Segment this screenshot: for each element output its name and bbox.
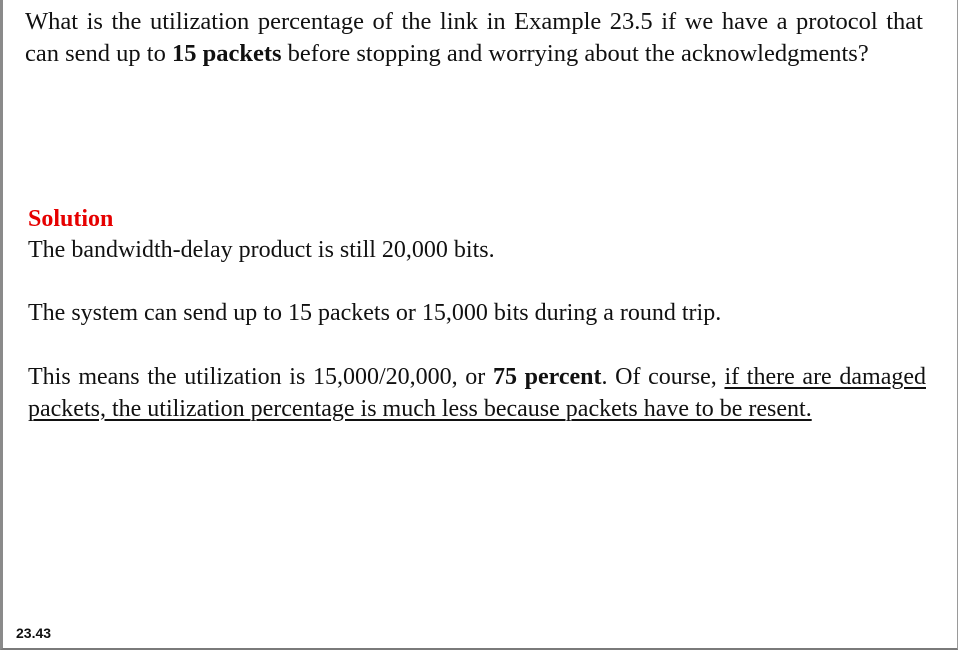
solution-paragraph-1: The bandwidth-delay product is still 20,000 bits. xyxy=(28,237,495,263)
paragraph-3-bold: 75 percent xyxy=(492,364,602,390)
solution-paragraph-2: The system can send up to 15 packets or 15,000 bits during a round trip. xyxy=(28,300,722,326)
question-bold: 15 packets xyxy=(171,39,282,67)
paragraph-3-underlined: if there are damaged packets, the utilization percentage is much less because packets have to be resent. xyxy=(28,364,926,422)
question-text xyxy=(25,6,923,69)
slide-number: 23.43 xyxy=(16,625,52,641)
paragraph-3-part2: . Of course, xyxy=(601,364,725,390)
solution-paragraph-3 xyxy=(28,362,926,425)
question-part1: What is the utilization percentage of the link in Example 23.5 if we have a protocol that can send up to xyxy=(25,8,923,67)
paragraph-3-part1: This means the utilization is 15,000/20,000, or xyxy=(28,364,493,390)
solution-heading: Solution xyxy=(28,206,114,232)
question-part2: before stopping and worrying about the acknowledgments? xyxy=(281,39,869,67)
